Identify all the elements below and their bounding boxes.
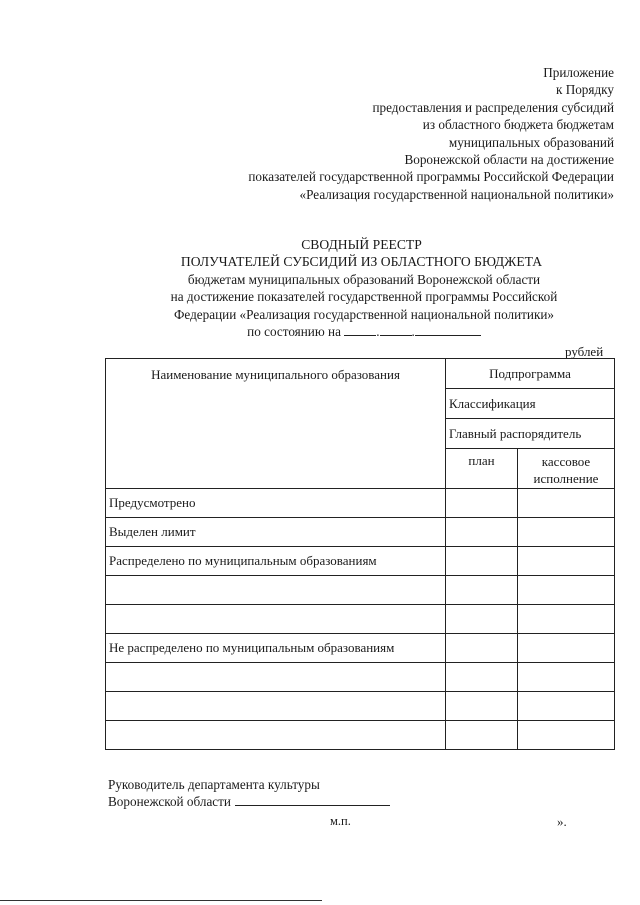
date-prefix: по состоянию на (247, 324, 341, 340)
cash-cell[interactable] (518, 634, 615, 663)
date-day-blank[interactable] (344, 324, 376, 336)
cash-cell[interactable] (518, 605, 615, 634)
plan-cell[interactable] (446, 663, 518, 692)
plan-cell[interactable] (446, 576, 518, 605)
cash-cell[interactable] (518, 576, 615, 605)
stamp-placeholder: м.п. (330, 814, 351, 828)
appendix-line: муниципальных образований (448, 134, 614, 150)
header-classification: Классификация (446, 389, 615, 419)
table-row (106, 576, 615, 605)
cash-cell[interactable] (518, 547, 615, 576)
plan-cell[interactable] (446, 634, 518, 663)
plan-cell[interactable] (446, 547, 518, 576)
appendix-line: предоставления и распределения субсидий (372, 99, 614, 115)
date-line (88, 323, 640, 340)
row-label: Распределено по муниципальным образованиям (106, 547, 446, 576)
plan-cell[interactable] (446, 721, 518, 750)
date-sep: . (411, 324, 415, 340)
date-month-blank[interactable] (380, 324, 412, 336)
appendix-line: из областного бюджета бюджетам (422, 117, 614, 133)
table-row (106, 547, 615, 576)
signer-title-line-2 (108, 793, 390, 810)
cash-cell[interactable] (518, 721, 615, 750)
row-label: Не распределено по муниципальным образованиям (106, 634, 446, 663)
closing-quote: ». (557, 814, 567, 829)
signature-line[interactable] (235, 793, 390, 806)
date-sep: . (376, 324, 380, 340)
title-line-2: ПОЛУЧАТЕЛЕЙ СУБСИДИЙ ИЗ ОБЛАСТНОГО БЮДЖЕТА (180, 254, 543, 270)
plan-cell[interactable] (446, 692, 518, 721)
appendix-line: к Порядку (555, 82, 614, 98)
header-name: Наименование муниципального образования (106, 359, 446, 489)
title-line-3: бюджетам муниципальных образований Воронежской области (187, 271, 541, 287)
appendix-line: Воронежской области на достижение (404, 152, 614, 168)
header-subprogram: Подпрограмма (446, 359, 615, 389)
table-row (106, 692, 615, 721)
row-label[interactable] (106, 692, 446, 721)
header-cash: кассовое исполнение (518, 449, 615, 489)
cash-cell[interactable] (518, 692, 615, 721)
row-label[interactable] (106, 721, 446, 750)
plan-cell[interactable] (446, 518, 518, 547)
title-line-5: Федерации «Реализация государственной национальной политики» (173, 306, 554, 322)
appendix-line: «Реализация государственной национальной политики» (299, 186, 614, 202)
registry-table (105, 358, 615, 750)
date-year-blank[interactable] (415, 324, 481, 336)
plan-cell[interactable] (446, 605, 518, 634)
row-label[interactable] (106, 576, 446, 605)
cash-cell[interactable] (518, 663, 615, 692)
row-label: Предусмотрено (106, 489, 446, 518)
signer-title-text: Воронежской области (108, 794, 231, 810)
appendix-line: показателей государственной программы Российской Федерации (248, 169, 614, 185)
document-title (0, 236, 640, 340)
table-row (106, 605, 615, 634)
cash-cell[interactable] (518, 489, 615, 518)
title-line-4: на достижение показателей государственной программы Российской (170, 289, 558, 305)
row-label: Выделен лимит (106, 518, 446, 547)
header-manager: Главный распорядитель (446, 419, 615, 449)
table-row (106, 663, 615, 692)
table-row (106, 721, 615, 750)
signature-block (108, 776, 390, 811)
signer-title-line-1: Руководитель департамента культуры (108, 777, 320, 792)
unit-label: рублей (565, 344, 604, 359)
cash-cell[interactable] (518, 518, 615, 547)
plan-cell[interactable] (446, 489, 518, 518)
row-label[interactable] (106, 663, 446, 692)
table-row (106, 518, 615, 547)
appendix-block (248, 64, 614, 203)
table-row (106, 634, 615, 663)
appendix-line: Приложение (543, 65, 614, 80)
table-row (106, 489, 615, 518)
row-label[interactable] (106, 605, 446, 634)
footnote-divider (0, 900, 322, 901)
title-line-1: СВОДНЫЙ РЕЕСТР (301, 237, 422, 252)
header-plan: план (446, 449, 518, 489)
